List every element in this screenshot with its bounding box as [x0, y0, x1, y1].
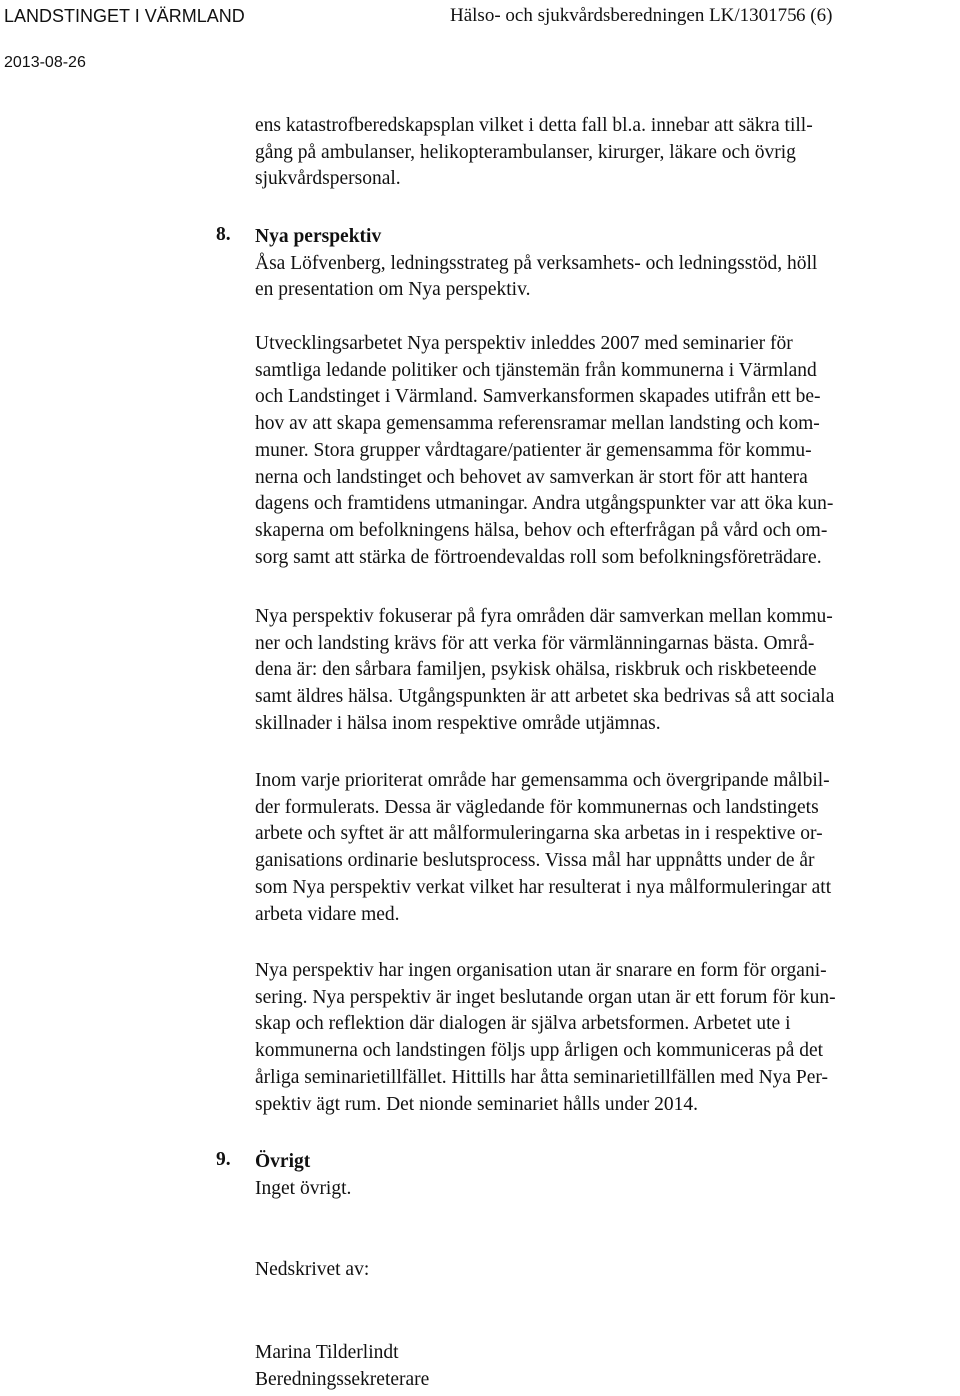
section-9-body: Inget övrigt.	[255, 1177, 352, 1199]
section-9-title: Övrigt	[255, 1151, 311, 1172]
signature-label	[255, 1257, 959, 1284]
text-line: nerna och landstinget och behovet av samverkan är stort för att hantera	[255, 466, 808, 488]
text-line: och Landstinget i Värmland. Samverkansformen skapades utifrån ett be-	[255, 386, 821, 408]
text-line: sjukvårdspersonal.	[255, 168, 401, 190]
text-line: kommunerna och landstingen följs upp årligen och kommuniceras på det	[255, 1040, 824, 1062]
text-line: arbete och syftet är att målformuleringarna ska arbetas in i respektive or-	[255, 823, 823, 845]
text-line: ens katastrofberedskapsplan vilket i detta fall bl.a. innebar att säkra till-	[255, 115, 813, 136]
text-line: Inom varje prioriterat område har gemensamma och övergripande målbil-	[255, 770, 830, 791]
text-line: dena är: den sårbara familjen, psykisk ohälsa, riskbruk och riskbeteende	[255, 659, 817, 681]
paragraph-4	[255, 958, 959, 1118]
text-line: ganisations ordinarie beslutsprocess. Vissa mål har uppnåtts under de år	[255, 850, 815, 872]
text-line: dagens och framtidens utmaningar. Andra utgångspunkter var att öka kun-	[255, 493, 834, 515]
signature-role: Beredningssekreterare	[255, 1368, 430, 1390]
text-line: en presentation om Nya perspektiv.	[255, 279, 531, 301]
header-department: Hälso- och sjukvårdsberedningen LK/130175	[450, 5, 797, 26]
paragraph-3	[255, 768, 959, 928]
text-line: skap och reflektion där dialogen är själva arbetsformen. Arbetet ute i	[255, 1013, 791, 1035]
paragraph-1	[255, 331, 959, 571]
text-line: Utvecklingsarbetet Nya perspektiv inleddes 2007 med seminarier för	[255, 333, 793, 354]
text-line: ner och landsting krävs för att verka för värmlänningarnas bästa. Områ-	[255, 632, 815, 654]
section-9	[255, 1149, 959, 1202]
text-line: skaperna om befolkningens hälsa, behov och efterfrågan på vård och om-	[255, 519, 828, 541]
text-line: skillnader i hälsa inom respektive område utjämnas.	[255, 712, 661, 734]
text-line: som Nya perspektiv verkat vilket har resulterat i nya målformuleringar att	[255, 876, 832, 898]
text-line: der formulerats. Dessa är vägledande för kommunernas och landstingets	[255, 796, 819, 818]
header-page-number: 6 (6)	[796, 5, 833, 26]
section-8-intro	[255, 224, 959, 304]
header-date: 2013-08-26	[4, 54, 86, 71]
section-9-number: 9.	[216, 1149, 231, 1170]
text-line: hov av att skapa gemensamma referensramar mellan landsting och kom-	[255, 413, 820, 435]
paragraph-2	[255, 604, 959, 738]
text-line: Åsa Löfvenberg, ledningsstrateg på verksamhets- och ledningsstöd, höll	[255, 252, 818, 274]
signature-block	[255, 1340, 959, 1393]
header-organization: LANDSTINGET I VÄRMLAND	[4, 6, 245, 26]
section-8-number: 8.	[216, 224, 231, 245]
text-line: sering. Nya perspektiv är inget beslutande organ utan är ett forum för kun-	[255, 986, 836, 1008]
continuation-paragraph	[255, 113, 959, 193]
text-line: Nya perspektiv fokuserar på fyra områden där samverkan mellan kommu-	[255, 606, 833, 627]
text-line: sorg samt att stärka de förtroendevaldas roll som befolkningsföreträdare.	[255, 546, 822, 568]
text-line: Nya perspektiv har ingen organisation utan är snarare en form för organi-	[255, 960, 827, 981]
section-8-title: Nya perspektiv	[255, 226, 382, 247]
text-line: årliga seminarietillfället. Hittills har åtta seminarietillfällen med Nya Per-	[255, 1066, 829, 1088]
text-line: gång på ambulanser, helikopterambulanser, kirurger, läkare och övrig	[255, 141, 796, 163]
text-line: samt äldres hälsa. Utgångspunkten är att arbetet ska bedrivas så att sociala	[255, 686, 835, 708]
text-line: samtliga ledande politiker och tjänstemän från kommunerna i Värmland	[255, 359, 817, 381]
text-line: arbeta vidare med.	[255, 903, 400, 925]
signature-label-text: Nedskrivet av:	[255, 1259, 370, 1280]
text-line: muner. Stora grupper vårdtagare/patienter är gemensamma för kommu-	[255, 439, 812, 461]
text-line: spektiv ägt rum. Det nionde seminariet hålls under 2014.	[255, 1093, 698, 1115]
signature-name: Marina Tilderlindt	[255, 1342, 399, 1363]
